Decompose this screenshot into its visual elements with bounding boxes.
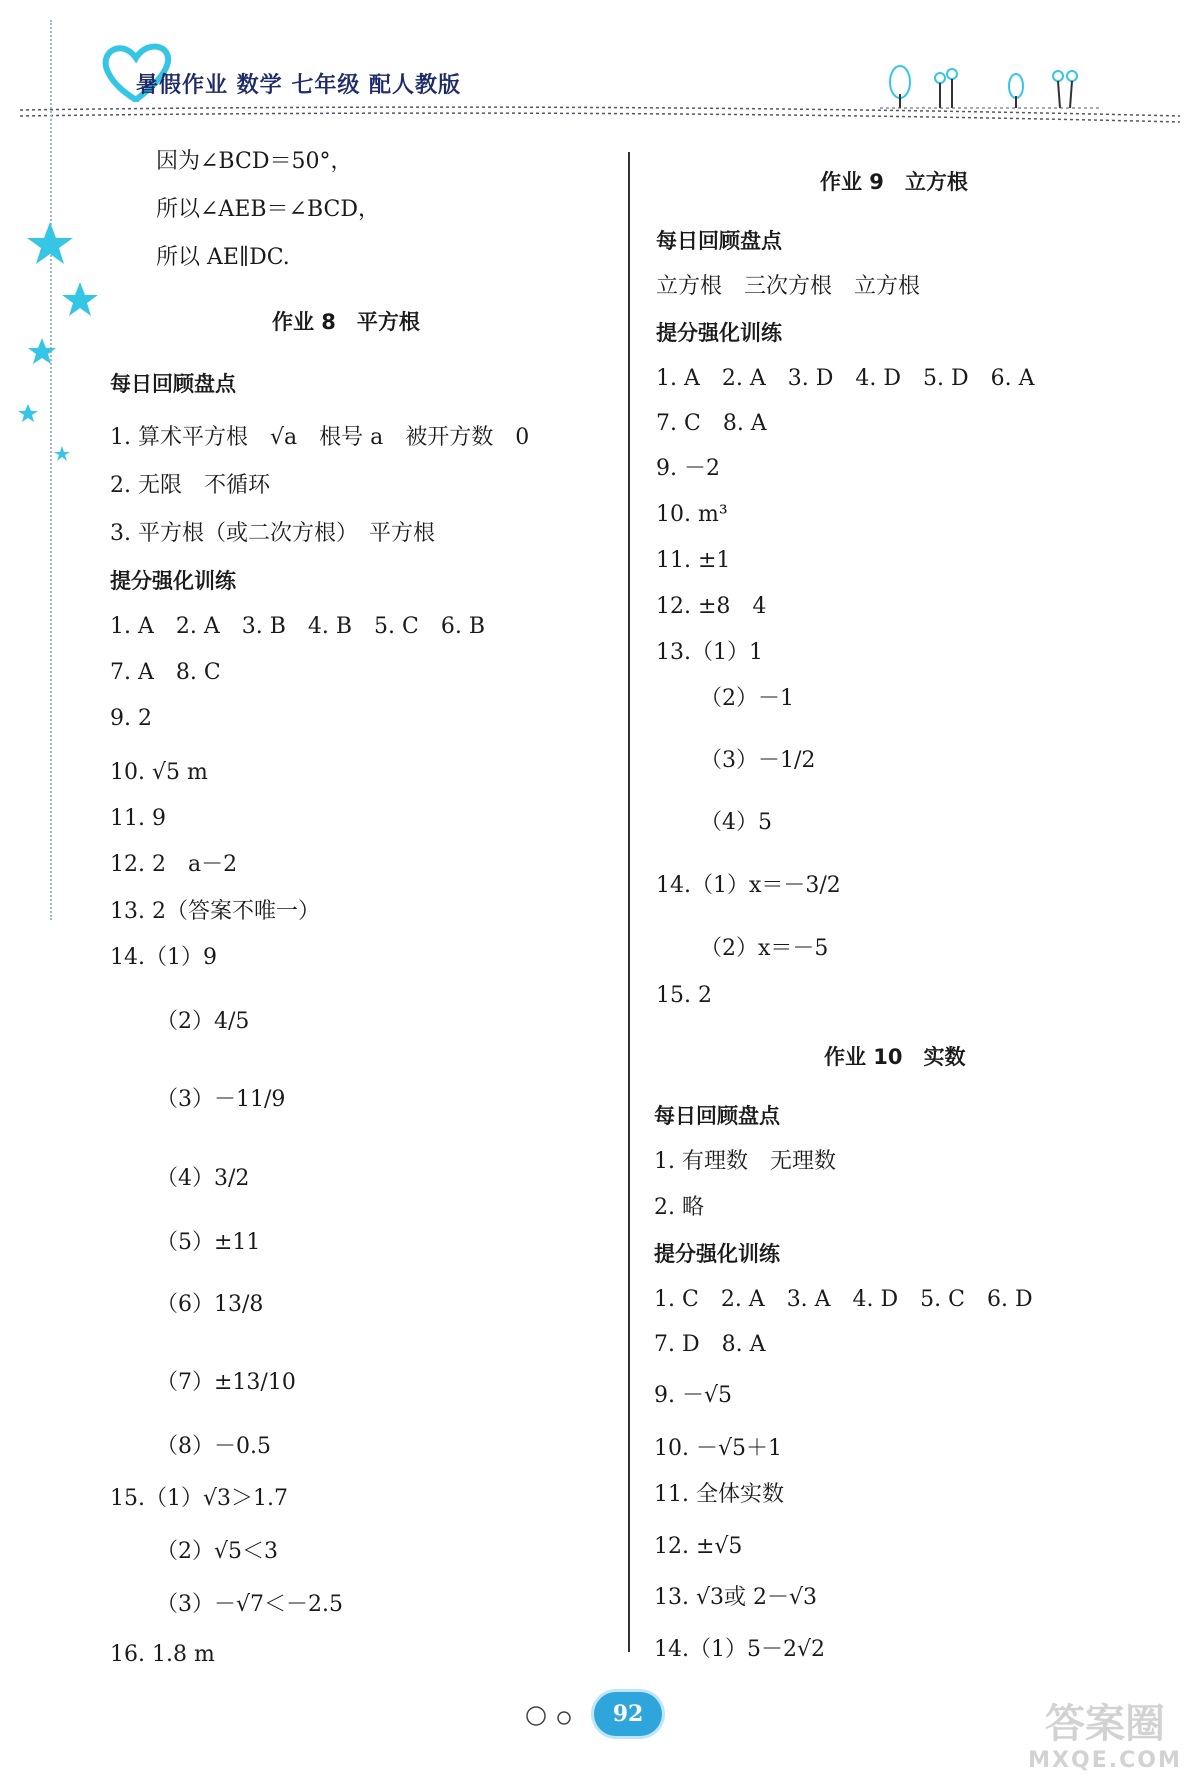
- right-line: 14.（1）5－2√2: [654, 1637, 825, 1662]
- left-line: （2）4/5: [156, 1009, 250, 1034]
- subsection-title: 提分强化训练: [654, 1242, 780, 1266]
- left-line: （2）√5＜3: [156, 1539, 279, 1564]
- left-line: 所以 AE∥DC.: [156, 245, 290, 270]
- left-line: （3）－√7＜－2.5: [156, 1592, 344, 1617]
- right-line: （4）5: [700, 810, 772, 835]
- left-line: 9. 2: [110, 706, 152, 731]
- left-line: 13. 2（答案不唯一）: [110, 899, 320, 924]
- tree-decoration-icon: [880, 64, 1100, 110]
- subsection-title: 提分强化训练: [656, 321, 782, 345]
- left-line: 10. √5 m: [110, 760, 208, 785]
- watermark-url: MXQE.COM: [1028, 1748, 1182, 1773]
- right-line: 立方根 三次方根 立方根: [656, 274, 921, 299]
- watermark-text: 答案圈: [1045, 1701, 1165, 1747]
- left-line: （8）－0.5: [156, 1434, 271, 1459]
- section-heading-work-9: 作业 9 立方根: [820, 170, 968, 194]
- right-line: 14.（1）x＝－3/2: [656, 873, 841, 898]
- page-header-title: 暑假作业 数学 七年级 配人教版: [136, 73, 461, 98]
- page-dots-icon: [524, 1704, 588, 1728]
- left-line: 12. 2 a－2: [110, 852, 238, 877]
- right-line: 7. D 8. A: [654, 1332, 766, 1357]
- right-line: 7. C 8. A: [656, 411, 767, 436]
- left-line: 因为∠BCD＝50°，: [156, 149, 353, 174]
- left-line: 3. 平方根（或二次方根） 平方根: [110, 521, 435, 546]
- right-line: （3）－1/2: [700, 748, 816, 773]
- left-line: （5）±11: [156, 1230, 261, 1255]
- right-line: 13.（1）1: [656, 640, 763, 665]
- right-line: 1. C 2. A 3. A 4. D 5. C 6. D: [654, 1287, 1033, 1312]
- left-line: （6）13/8: [156, 1292, 264, 1317]
- right-line: 9. －2: [656, 456, 720, 481]
- left-line: 14.（1）9: [110, 945, 217, 970]
- right-line: 9. －√5: [654, 1383, 732, 1408]
- subsection-title: 每日回顾盘点: [110, 372, 236, 396]
- left-line: 11. 9: [110, 806, 166, 831]
- right-line: （2）－1: [700, 686, 794, 711]
- right-line: 1. 有理数 无理数: [654, 1149, 836, 1174]
- left-line: （4）3/2: [156, 1166, 250, 1191]
- subsection-title: 提分强化训练: [110, 569, 236, 593]
- section-heading-work-10: 作业 10 实数: [824, 1045, 966, 1069]
- right-line: 10. m³: [656, 502, 728, 527]
- subsection-title: 每日回顾盘点: [656, 229, 782, 253]
- right-line: 11. 全体实数: [654, 1482, 784, 1507]
- left-line: 1. 算术平方根 √a 根号 a 被开方数 0: [110, 425, 530, 450]
- right-line: 12. ±8 4: [656, 594, 767, 619]
- page-number: 92: [594, 1692, 662, 1736]
- left-line: 2. 无限 不循环: [110, 473, 270, 498]
- left-line: 7. A 8. C: [110, 660, 221, 685]
- right-line: 12. ±√5: [654, 1534, 743, 1559]
- left-line: （7）±13/10: [156, 1370, 296, 1395]
- left-line: 1. A 2. A 3. B 4. B 5. C 6. B: [110, 614, 486, 639]
- right-line: 11. ±1: [656, 548, 731, 573]
- left-line: （3）－11/9: [156, 1087, 286, 1112]
- left-line: 16. 1.8 m: [110, 1642, 215, 1667]
- section-heading-work-8: 作业 8 平方根: [272, 310, 420, 334]
- column-divider: [628, 152, 630, 1652]
- left-line: 所以∠AEB＝∠BCD，: [156, 197, 381, 222]
- right-line: 13. √3或 2－√3: [654, 1585, 818, 1610]
- watermark: [1020, 1700, 1190, 1788]
- right-line: （2）x＝－5: [700, 936, 829, 961]
- right-line: 15. 2: [656, 983, 712, 1008]
- right-line: 1. A 2. A 3. D 4. D 5. D 6. A: [656, 366, 1035, 391]
- right-line: 10. －√5＋1: [654, 1436, 782, 1461]
- right-line: 2. 略: [654, 1195, 704, 1220]
- subsection-title: 每日回顾盘点: [654, 1104, 780, 1128]
- stars-decoration-icon: [18, 220, 108, 480]
- left-line: 15.（1）√3＞1.7: [110, 1486, 288, 1511]
